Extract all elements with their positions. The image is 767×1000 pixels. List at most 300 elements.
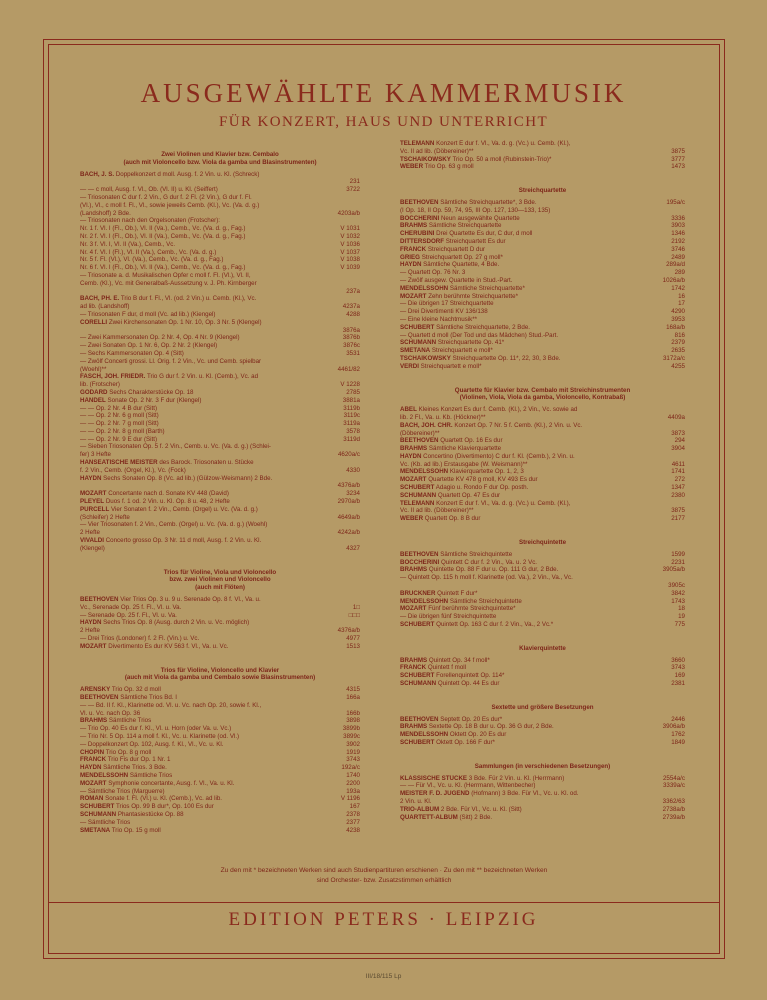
work-description: Trio Op. 63 g moll (424, 163, 474, 171)
work-description: Quintett Op. 34 f moll* (428, 656, 490, 664)
entry-text (400, 461, 661, 469)
entry-text (400, 590, 661, 598)
catalog-entry (400, 414, 685, 422)
composer-name: BEETHOVEN (400, 198, 439, 206)
work-description: Fünf berühmte Streichquintette* (428, 605, 516, 613)
edition-number: 289 (674, 269, 685, 277)
entry-text (80, 443, 336, 451)
catalog-entry (80, 725, 360, 733)
work-description: Concerto grosso Op. 3 Nr. 11 d moll, Ausg. f. 2 Vin. u. Kl. (105, 537, 262, 545)
section-heading (400, 539, 685, 547)
work-description: (I Op. 18, II Op. 59, 74, 95, III Op. 127, 130—133, 135) (400, 206, 551, 214)
section-heading (80, 569, 360, 592)
work-description: Sämtliche Trios (108, 717, 152, 725)
entry-text (80, 373, 336, 381)
work-description: Nr. 2 f. Vl. I (Fl., Ob.), Vl. II (Va.), Cemb., Vc. (Va. d. g., Fag.) (80, 232, 246, 240)
footnote-line: sind Orchester- bzw. Zusatzstimmen erhältlich (316, 877, 452, 884)
composer-name: GRIEG (400, 253, 420, 261)
catalog-entry (80, 521, 360, 529)
entry-text (80, 545, 336, 553)
edition-number: □□□ (348, 611, 360, 619)
composer-name: MOZART (400, 292, 427, 300)
edition-number: V 1036 (340, 240, 360, 248)
work-description: — — Op. 2 Nr. 9 E dur (Sitt) (80, 435, 158, 443)
catalog-entry (80, 702, 360, 710)
work-description: — Zwei Sonaten Op. 1 Nr. 6, Op. 2 Nr. 2 (Klengel) (80, 342, 218, 350)
edition-number: 3899b (342, 725, 360, 733)
edition-number: 4327 (346, 544, 360, 552)
catalog-entry (80, 604, 360, 612)
work-description: — Sämtliche Trios (80, 818, 131, 826)
edition-number: V 1032 (340, 232, 360, 240)
entry-text (400, 559, 661, 567)
entry-text (80, 725, 336, 733)
work-description: — Triosonaten F dur, d moll (Vc. ad lib.) (Kiengel) (80, 310, 216, 318)
work-description: 2 Hefte (80, 627, 100, 635)
edition-number: 237a (346, 287, 360, 295)
edition-number: 4237a (342, 303, 360, 311)
entry-text (80, 635, 336, 643)
composer-name: FASCH, JOH. FRIEDR. (80, 373, 146, 381)
work-description: Quartette KV 478 g moll, KV 493 Es dur (428, 476, 538, 484)
catalog-entry (400, 566, 685, 574)
entry-text (400, 285, 661, 293)
edition-number: 1026a/b (662, 276, 685, 284)
catalog-entry (80, 596, 360, 604)
entry-text (400, 468, 661, 476)
entry-text (400, 492, 661, 500)
composer-name: PURCELL (80, 505, 110, 513)
entry-text (400, 613, 661, 621)
work-description: — — Op. 2 Nr. 8 g moll (Barth) (80, 427, 165, 435)
entry-text (80, 643, 336, 651)
work-description: (Klengel) (80, 544, 105, 552)
entry-text (80, 194, 336, 202)
catalog-entry (80, 358, 360, 366)
composer-name: MOZART (400, 605, 427, 613)
catalog-entry (80, 733, 360, 741)
edition-number: V 1031 (340, 225, 360, 233)
edition-number: 3905c (668, 582, 685, 590)
catalog-entry (400, 492, 685, 500)
catalog-entry (400, 300, 685, 308)
work-description: (Schleifer) 2 Hefte (80, 513, 130, 521)
catalog-entry (400, 222, 685, 230)
entry-text (80, 420, 336, 428)
edition-number: 3234 (346, 490, 360, 498)
entry-text (80, 537, 336, 545)
composer-name: BEETHOVEN (80, 694, 119, 701)
edition-number: 3875 (671, 507, 685, 515)
catalog-entry (400, 680, 685, 688)
edition-number: 3743 (671, 664, 685, 672)
catalog-entry (80, 186, 360, 194)
edition-number: 4242a/b (337, 529, 360, 537)
entry-text (80, 225, 336, 233)
entry-text (400, 621, 661, 629)
edition-number: 4977 (346, 635, 360, 643)
catalog-entry (80, 741, 360, 749)
catalog-entry (400, 163, 685, 171)
catalog-entry (80, 303, 360, 311)
composer-name: BRAHMS (400, 566, 428, 574)
catalog-entry (400, 207, 685, 215)
entry-text (400, 739, 661, 747)
edition-number: 3336 (671, 214, 685, 222)
catalog-entry (400, 148, 685, 156)
page-title: AUSGEWÄHLTE KAMMERMUSIK (140, 78, 627, 108)
section-heading-line: (auch mit Viola da gamba und Cembalo sowie Blasinstrumenten) (124, 674, 316, 682)
entry-text (400, 222, 661, 230)
catalog-entry (80, 459, 360, 467)
entry-text (80, 490, 336, 498)
work-description: Quintette Op. 88 F dur u. Op. 111 G dur, 2 Bde. (428, 566, 559, 574)
catalog-entry (80, 710, 360, 718)
work-description: — Vier Triosonaten f. 2 Vin., Cemb. (Orgel) u. Vc. (Va. d. g.) (Woehl) (80, 521, 268, 529)
catalog-entry (400, 782, 685, 790)
composer-name: BRAHMS (400, 222, 428, 230)
catalog-entry (400, 215, 685, 223)
catalog-entry (80, 756, 360, 764)
catalog-entry (80, 612, 360, 620)
composer-name: TELEMANN (400, 140, 435, 147)
entry-text (80, 397, 336, 405)
edition-number: 2379 (671, 339, 685, 347)
work-description: Quintett C dur f. 2 Vin., Va. u. 2 Vc. (440, 558, 538, 566)
composer-name: FRANCK (80, 756, 107, 764)
left-column (80, 151, 360, 834)
catalog-entry (80, 311, 360, 319)
composer-name: MEISTER F. D. JUGEND (400, 790, 470, 798)
catalog-entry (400, 775, 685, 783)
composer-name: SCHUMANN (400, 339, 437, 347)
edition-number: 2378 (346, 810, 360, 818)
catalog-entry (400, 230, 685, 238)
composer-name: TELEMANN (400, 499, 435, 507)
work-description: Quintett f moll (427, 664, 467, 672)
entry-text (80, 303, 336, 311)
catalog-entry (80, 397, 360, 405)
edition-number: 3842 (671, 589, 685, 597)
work-description: — Drei Divertimenti KV 136/138 (400, 308, 488, 316)
composer-name: MENDELSSOHN (400, 284, 449, 292)
work-description: Quintett Op. 44 Es dur (437, 680, 500, 688)
entry-text (80, 256, 336, 264)
composer-name: SCHUBERT (400, 484, 435, 492)
entry-text (80, 171, 336, 179)
catalog-entry (80, 319, 360, 327)
entry-text (80, 717, 336, 725)
catalog-entry (400, 574, 685, 582)
composer-name: VIVALDI (80, 537, 104, 545)
section-heading (80, 667, 360, 683)
edition-number: 3905a/b (662, 566, 685, 574)
edition-number: 4255 (671, 362, 685, 370)
work-description: Sonate Op. 2 Nr. 3 F dur (Klengel) (107, 396, 202, 404)
footnote-line: Zu den mit * bezeichneten Werken sind auch Studienpartituren erschienen · Zu den mit ** bezeichneten Werken (220, 867, 548, 874)
work-description: — Zwölf ausgew. Quartette in Stud.-Part. (400, 276, 513, 284)
entry-text (80, 241, 336, 249)
catalog-entry (400, 445, 685, 453)
work-description: Zehn berühmte Streichquartette* (428, 292, 518, 300)
entry-text (400, 339, 661, 347)
edition-number: 3898 (346, 717, 360, 725)
catalog-entry (80, 498, 360, 506)
entry-text (80, 514, 334, 522)
composer-name: SCHUBERT (400, 739, 435, 746)
composer-name: MENDELSSOHN (400, 468, 449, 476)
composer-name: DITTERSDORF (400, 237, 444, 245)
catalog-entry (80, 537, 360, 545)
work-description: — Drei Trios (Londoner) f. 2 Fl. (Vin.) u. Vc. (80, 635, 200, 643)
edition-number: 2489 (671, 253, 685, 261)
work-description: Oktett Op. 166 F dur* (436, 739, 495, 746)
work-description: Duos f. 1 od. 2 Vin. u. Kl. Op. 8 u. 48, 2 Hefte (105, 498, 230, 506)
catalog-entry (400, 716, 685, 724)
entry-text (80, 436, 336, 444)
entry-text (80, 210, 334, 218)
entry-text (80, 459, 336, 467)
catalog-entry (80, 475, 360, 483)
catalog-entry (80, 619, 360, 627)
entry-text (80, 710, 336, 718)
section-heading-line: Streichquintette (518, 539, 567, 547)
entry-text (80, 506, 336, 514)
catalog-entry (80, 412, 360, 420)
edition-number: 1740 (346, 771, 360, 779)
work-description: — Triosonaten C dur f. 2 Vin., G dur f. 2 Fl. (2 Vin.), G dur f. Fl. (80, 193, 252, 201)
catalog-entry (80, 545, 360, 553)
catalog-entry (80, 643, 360, 651)
catalog-entry (400, 437, 685, 445)
edition-number: 19 (678, 613, 685, 621)
catalog-entry (80, 420, 360, 428)
work-description: Quartett Op. 16 Es dur (440, 437, 503, 445)
work-description: Vc. II ad lib. (Döbereiner)** (400, 507, 474, 515)
entry-text (80, 233, 336, 241)
edition-number: 166a (346, 694, 360, 701)
work-description: — Die übrigen 17 Streichquartette (400, 300, 494, 308)
composer-name: CORELLI (80, 318, 108, 326)
edition-number: 1743 (671, 597, 685, 605)
edition-number: 192a/c (341, 764, 360, 772)
catalog-entry (80, 490, 360, 498)
edition-number: 4238 (346, 826, 360, 834)
edition-number: 3906a/b (662, 723, 685, 731)
catalog-entry (80, 256, 360, 264)
catalog-entry (400, 605, 685, 613)
entry-text (400, 316, 661, 324)
catalog-entry (80, 389, 360, 397)
catalog-entry (400, 806, 685, 814)
work-description: Vl. u. Vc. nach Op. 36 (80, 709, 141, 717)
entry-text (400, 605, 661, 613)
edition-number: 4203a/b (337, 209, 360, 217)
composer-name: KLASSISCHE STÜCKE (400, 774, 468, 782)
work-description: Concertino (Divertimento) C dur f. Kl. (Cemb.), 2 Vin. u. (423, 452, 575, 460)
work-description: — Sämtliche Trios (Marguerre) (80, 787, 165, 795)
edition-number: 2381 (671, 680, 685, 688)
composer-name: TSCHAIKOWSKY (400, 354, 451, 362)
entry-text (80, 428, 336, 436)
section-heading (400, 763, 685, 771)
composer-name: SCHUBERT (400, 672, 435, 680)
work-description: — Trio Nr. 5 Op. 114 a moll f. Kl., Vc. u. Klarinette (od. Vl.) (80, 732, 240, 740)
work-description: Streichquartett D dur (427, 245, 485, 253)
work-description: (Landshoff) 2 Bde. (80, 209, 131, 217)
page-subtitle: FÜR KONZERT, HAUS UND UNTERRICHT (218, 114, 549, 130)
edition-number: 3660 (671, 656, 685, 664)
edition-number: 3876a (342, 326, 360, 334)
work-description: Vc., Serenade Op. 25 f. Fl., Vl. u. Va. (80, 603, 182, 611)
work-description: — — Für Vl., Vc. u. Kl. (Herrmann, Wittenbecher) (400, 782, 536, 790)
entry-text (400, 798, 659, 806)
composer-name: MOZART (80, 779, 107, 787)
composer-name: SCHUBERT (400, 621, 435, 629)
catalog-entry (80, 788, 360, 796)
work-description: Quartett Op. 47 Es dur (437, 491, 501, 499)
catalog-entry (400, 316, 685, 324)
edition-number: 16 (678, 292, 685, 300)
catalog-entry (400, 814, 685, 822)
composer-name: GODARD (80, 388, 108, 396)
work-description: Streichquartett Es dur (445, 237, 506, 245)
edition-number: 3904 (671, 445, 685, 453)
entry-text (400, 484, 661, 492)
entry-text (80, 217, 336, 225)
catalog-entry (400, 363, 685, 371)
catalog-entry (400, 664, 685, 672)
work-description: — Quartett Op. 76 Nr. 3 (400, 269, 466, 277)
work-description: Trio Op. 50 a moll (Rubinstein-Trio)* (452, 155, 552, 163)
entry-text (80, 803, 336, 811)
catalog-entry (400, 461, 685, 469)
catalog-entry (400, 468, 685, 476)
work-description: Nr. 5 f. Fl. (Vl.), Vl. (Va.), Cemb., Vc. (Va. d. g., Fag.) (80, 256, 224, 264)
entry-text (400, 566, 659, 574)
catalog-entry (80, 686, 360, 694)
work-description: Nr. 3 f. Vl. I, Vl. II (Va.), Cemb., Vc. (80, 240, 176, 248)
section-heading (400, 187, 685, 195)
work-description: — Quartett d moll (Der Tod und das Mädchen) Stud.-Part. (400, 331, 559, 339)
catalog-entry (80, 467, 360, 475)
catalog-entry (80, 819, 360, 827)
catalog-entry (400, 484, 685, 492)
catalog-entry (400, 199, 685, 207)
entry-text (400, 657, 661, 665)
entry-text (80, 612, 336, 620)
edition-number: 4649a/b (337, 513, 360, 521)
composer-name: HÄNDEL (80, 396, 106, 404)
catalog-entry (80, 272, 360, 280)
edition-number: 3119c (343, 412, 360, 420)
composer-name: SCHUBERT (400, 323, 435, 331)
entry-text (400, 723, 659, 731)
catalog-entry (400, 430, 685, 438)
work-description: 2 Bde. Für Vl., Vc. u. Kl. (Sitt) (440, 805, 522, 813)
catalog-entry (80, 717, 360, 725)
edition-number: 294 (674, 437, 685, 445)
catalog-entry (80, 764, 360, 772)
catalog-entry (80, 225, 360, 233)
catalog-entry (400, 790, 685, 798)
work-description: Streichquartett e moll* (431, 347, 493, 355)
catalog-entry (400, 238, 685, 246)
composer-name: BACH, JOH. CHR. (400, 421, 453, 429)
work-description: (Woehl)** (80, 365, 107, 373)
work-description: Sämtliche Streichquartette* (449, 284, 525, 292)
work-description: Sechs Sonaten Op. 8 (Vc. ad lib.) (Gülzow-Weismann) 2 Bde. (103, 474, 273, 482)
composer-name: QUARTETT-ALBUM (400, 813, 458, 821)
entry-text (400, 430, 661, 438)
entry-text (400, 238, 661, 246)
entry-text (400, 199, 661, 207)
catalog-entry (80, 772, 360, 780)
catalog-entry (400, 739, 685, 747)
catalog-entry (400, 406, 685, 414)
footnote (90, 866, 678, 886)
work-description: Divertimento Es dur KV 563 f. Vl., Va. u. Vc. (108, 642, 229, 650)
work-description: Drei Quartette Es dur, C dur, d moll (436, 230, 533, 238)
work-description: — — Op. 2 Nr. 4 B dur (Sitt) (80, 404, 158, 412)
work-description: des Barock. Triosonaten u. Stücke (159, 459, 254, 467)
catalog-entry (80, 288, 360, 296)
entry-text (400, 355, 659, 363)
entry-text (400, 269, 661, 277)
composer-name: PLEYEL (80, 498, 105, 506)
work-description: Nr. 1 f. Vl. I (Fl., Ob.), Vl. II (Va.), Cemb., Vc. (Va. d. g., Fag.) (80, 225, 246, 233)
edition-number: 1849 (671, 739, 685, 746)
composer-name: MENDELSSOHN (80, 771, 129, 779)
catalog-entry (400, 500, 685, 508)
entry-text (400, 261, 661, 269)
edition-number: 167 (349, 803, 360, 811)
entry-text (80, 342, 336, 350)
entry-text (80, 686, 336, 694)
edition-number: 816 (674, 331, 685, 339)
edition-number: 169 (674, 672, 685, 680)
work-description: — Doppelkonzert Op. 102, Ausg. f. Kl., Vl., Vc. u. Kl. (80, 740, 224, 748)
catalog-entry (400, 590, 685, 598)
entry-text (400, 254, 661, 262)
entry-text (400, 363, 661, 371)
edition-number: 4330 (346, 466, 360, 474)
entry-text (400, 500, 661, 508)
edition-number: 2200 (346, 779, 360, 787)
edition-number: 775 (674, 621, 685, 629)
work-description: ad lib. (Landshoff) (80, 303, 130, 311)
catalog-entry (400, 293, 685, 301)
composer-name: MOZART (80, 490, 107, 498)
composer-name: BEETHOVEN (400, 550, 439, 558)
catalog-entry (80, 627, 360, 635)
work-description: Quintett F dur* (437, 589, 478, 597)
edition-number: 3746 (671, 245, 685, 253)
entry-text (80, 795, 336, 803)
catalog-entry (400, 140, 685, 148)
edition-number: 4409a (667, 413, 685, 421)
entry-text (400, 406, 661, 414)
edition-number: 1599 (671, 550, 685, 558)
edition-number: 3339a/c (662, 782, 685, 790)
edition-number: 2192 (671, 237, 685, 245)
edition-number: 17 (678, 300, 685, 308)
composer-name: BRUCKNER (400, 589, 436, 597)
work-description: Streichquartette Op. 41* (437, 339, 505, 347)
catalog-entry (400, 621, 685, 629)
section-heading-line: Quartette für Klavier bzw. Cembalo mit Streichinstrumenten (454, 386, 631, 394)
edition-number: 3881a (342, 396, 360, 404)
